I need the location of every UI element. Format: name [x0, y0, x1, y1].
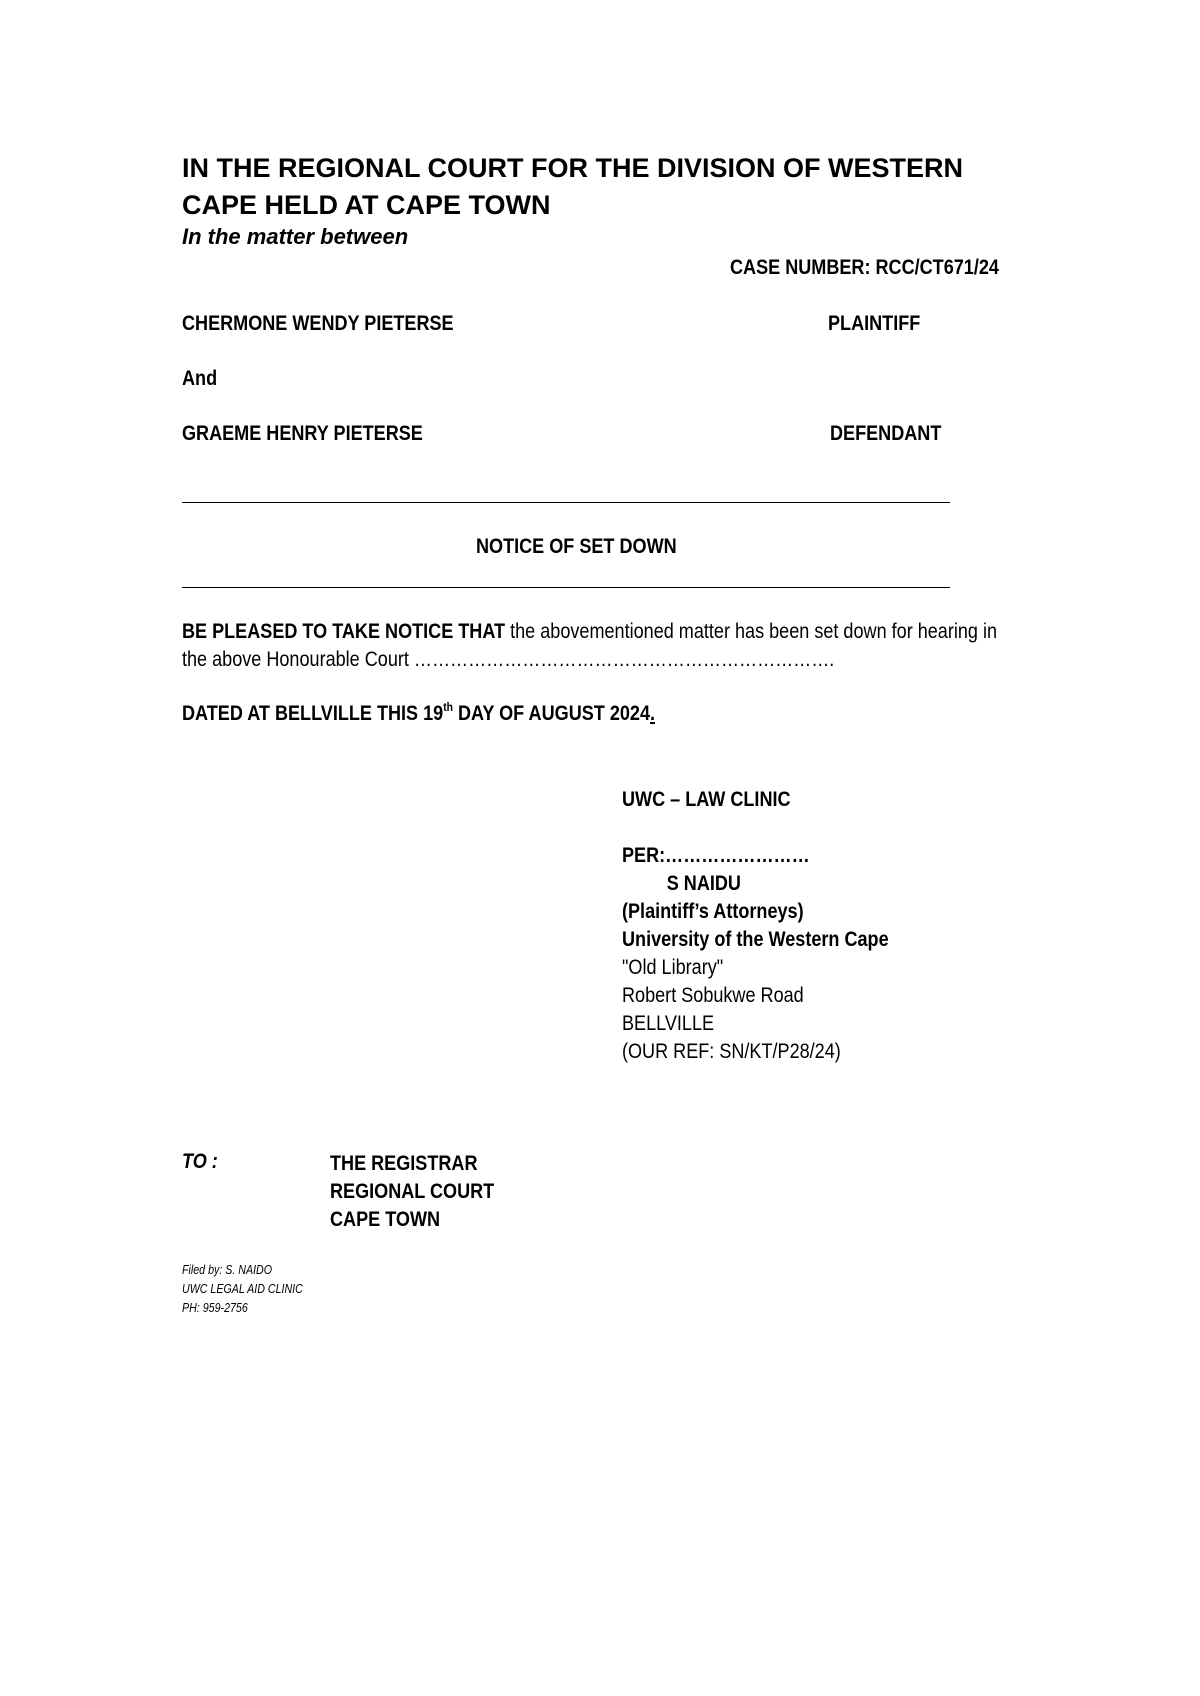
defendant-role: DEFENDANT: [830, 422, 942, 445]
address-line-2: Robert Sobukwe Road: [622, 984, 804, 1007]
firm-name: UWC – LAW CLINIC: [622, 788, 791, 811]
filed-line-1: Filed by: S. NAIDO: [182, 1262, 273, 1277]
institution-name: University of the Western Cape: [622, 928, 889, 951]
filed-line-2: UWC LEGAL AID CLINIC: [182, 1281, 303, 1296]
signatory-capacity: (Plaintiff’s Attorneys): [622, 900, 804, 923]
notice-body: the abovementioned matter has been set down for hearing in the above Honourable Court …………………………………………………………….: [182, 620, 998, 671]
divider-top: [182, 502, 950, 503]
notice-paragraph: [182, 618, 1008, 674]
recipient-line-3: CAPE TOWN: [330, 1208, 441, 1231]
dated-ordinal: th: [443, 700, 453, 714]
address-line-1: "Old Library": [622, 956, 724, 979]
dated-prefix: DATED AT BELLVILLE THIS 19: [182, 702, 444, 725]
dated-end-mark: .: [650, 702, 656, 725]
to-label: TO :: [182, 1150, 218, 1173]
dated-suffix: DAY OF AUGUST 2024: [452, 702, 651, 725]
signature-block: [622, 786, 889, 1066]
and-conjunction: And: [182, 367, 218, 390]
plaintiff-role: PLAINTIFF: [828, 312, 921, 335]
recipient-line-2: REGIONAL COURT: [330, 1180, 495, 1203]
recipient-block: [330, 1150, 494, 1234]
signature-spacer: [622, 814, 889, 842]
court-title: IN THE REGIONAL COURT FOR THE DIVISION OF WESTERN CAPE HELD AT CAPE TOWN: [182, 153, 964, 220]
defendant-name: GRAEME HENRY PIETERSE: [182, 422, 423, 445]
filed-by-block: [182, 1260, 303, 1317]
notice-title: NOTICE OF SET DOWN: [476, 535, 677, 558]
recipient-line-1: THE REGISTRAR: [330, 1152, 478, 1175]
matter-between-caption: In the matter between: [182, 224, 409, 249]
filed-line-3: PH: 959-2756: [182, 1300, 248, 1315]
signatory-name: S NAIDU: [666, 872, 741, 895]
dated-line: [182, 702, 655, 726]
per-line: PER:……………………: [622, 844, 810, 867]
reference-line: (OUR REF: SN/KT/P28/24): [622, 1040, 841, 1063]
notice-lead: BE PLEASED TO TAKE NOTICE THAT: [182, 620, 506, 643]
divider-bottom: [182, 587, 950, 588]
plaintiff-name: CHERMONE WENDY PIETERSE: [182, 312, 454, 335]
case-number: CASE NUMBER: RCC/CT671/24: [730, 256, 999, 279]
address-line-3: BELLVILLE: [622, 1012, 715, 1035]
